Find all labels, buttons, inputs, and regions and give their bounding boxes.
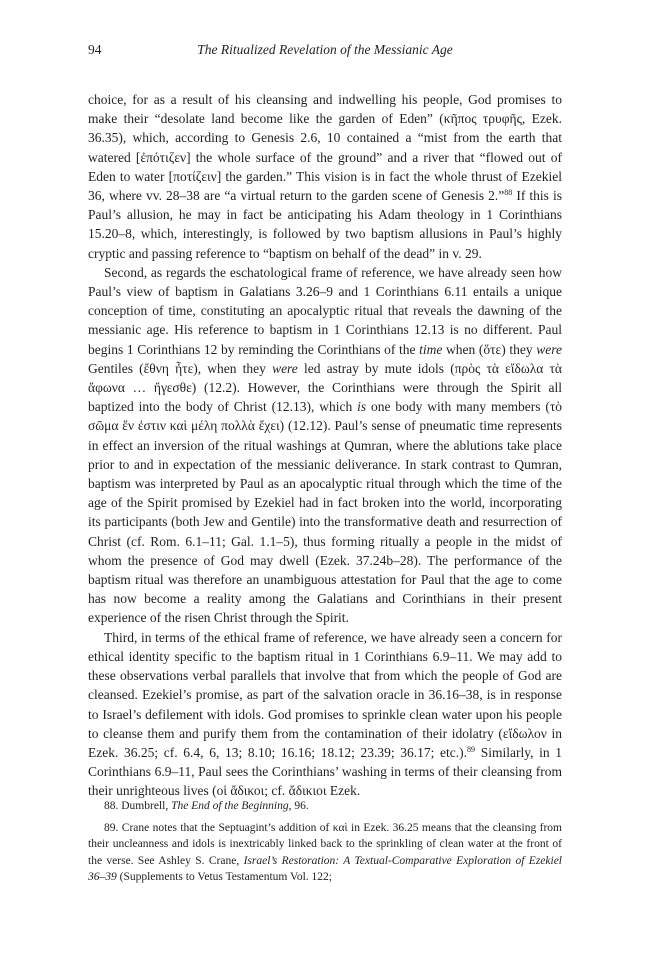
italic-text: Israel’s Restoration: A Textual-Comparative Exploration of Ezekiel 36–39 <box>88 854 562 884</box>
text-run: when (ὅτε) they <box>442 341 537 357</box>
text-run: one body with many members (τὸ σῶμα ἕν ἐστιν καὶ μέλη πολλὰ ἔχει) (12.12). Paul’s sense of pneumatic time represents in effect an inversion of the ritual washings at Qumran, where the ablutions take place prior to and in expectation of the messianic deliverance. In stark contrast to Qumran, baptism was interpreted by Paul as an apocalyptic ritual through which the time of the age of the Spirit promised by Ezekiel had in fact broken into the world, incorporating its participants (both Jew and Gentile) into the transformative death and resurrection of Christ (cf. Rom. 6.1–11; Gal. 1.1–5), thus forming ritually a people in the midst of whom the presence of God may dwell (Ezek. 37.24b–28). The performance of the baptism ritual was therefore an unambiguous attestation for Paul that the age to come has now become a reality among the Galatians and Corinthians in their present experience of the risen Christ through the Spirit. <box>88 399 562 626</box>
text-run: Second, as regards the eschatological frame of reference, we have already seen how Paul’s view of baptism in Galatians 3.26–9 and 1 Corinthians 6.11 entails a unique conception of time, constituting an apocalyptic ritual that reveals the dawning of the messianic age. His reference to baptism in 1 Corinthians 12.13 is no different. Paul begins 1 Corinthians 12 by reminding the Corinthians of the <box>88 264 562 357</box>
footnote <box>88 820 562 886</box>
body-text <box>88 90 562 801</box>
text-run: 89. Crane notes that the Septuagint’s addition of καὶ in Ezek. 36.25 means that the cleansing from their uncleanness and idols is inextricably linked back to the sprinkling of clean water at the front of the verse. See Ashley S. Crane, <box>88 821 562 867</box>
text-run: led astray by mute idols (πρὸς τὰ εἴδωλα τὰ ἄφωνα … ἤγεσθε) (12.2). However, the Corinthians were through the Spirit all baptized into the body of Christ (12.13), which <box>88 360 562 415</box>
italic-text: were <box>536 341 562 357</box>
italic-text: were <box>272 360 298 376</box>
paragraph <box>88 263 562 628</box>
footnote <box>88 798 562 815</box>
italic-text: is <box>357 399 367 415</box>
italic-text: The End of the Beginning <box>171 800 289 812</box>
footnote-reference: 89 <box>467 744 476 754</box>
text-run: Similarly, in 1 Corinthians 6.9–11, Paul sees the Corinthians’ washing in terms of their cleansing from their unrighteous lives (οἱ ἄδικοι; cf. ἄδικιοι Ezek. <box>88 744 563 799</box>
paragraph <box>88 90 562 263</box>
page-number: 94 <box>88 42 102 57</box>
italic-text: time <box>419 341 443 357</box>
running-head: The Ritualized Revelation of the Messianic Age <box>197 42 453 57</box>
footnote-reference: 88 <box>504 188 513 198</box>
text-run: (Supplements to Vetus Testamentum Vol. 122; <box>116 871 332 884</box>
footnotes <box>88 798 562 886</box>
text-run: Gentiles (ἔθνη ἦτε), when they <box>88 360 273 376</box>
paragraph <box>88 628 562 801</box>
text-run: If this is Paul’s allusion, he may in fact be anticipating his Adam theology in 1 Corinthians 15.20–8, which, interestingly, is followed by two baptism allusions in Paul’s highly cryptic and passing reference to “baptism on behalf of the dead” in v. 29. <box>88 188 562 261</box>
page-header <box>88 42 562 62</box>
text-run: choice, for as a result of his cleansing and indwelling his people, God promises to make their “desolate land become like the garden of Eden” (κῆπος τρυφῆς, Ezek. 36.35), which, according to Genesis 2.6, 10 contained a “mist from the earth that watered [ἐπότιζεν] the whole surface of the ground” and a river that “flowed out of Eden to water [ποτίζειν] the garden.” This vision is in fact the whole thrust of Ezekiel 36, where vv. 28–38 are “a virtual return to the garden scene of Genesis 2.” <box>88 92 562 204</box>
text-run: 88. Dumbrell, <box>104 800 172 812</box>
text-run: Third, in terms of the ethical frame of reference, we have already seen a concern for ethical identity specific to the baptism ritual in 1 Corinthians 6.9–11. We may add to these observations verbal parallels that involve that from which the people of God are cleansed. Ezekiel’s promise, as part of the salvation oracle in 36.16–38, is in response to Israel’s defilement with idols. God promises to sprinkle clean water upon his people to cleanse them and purify them from the contamination of their idolatry (εἴδωλον in Ezek. 36.25; cf. 6.4, 6, 13; 8.10; 16.16; 18.12; 23.39; 36.17; etc.). <box>88 629 562 760</box>
text-run: , 96. <box>288 800 309 812</box>
